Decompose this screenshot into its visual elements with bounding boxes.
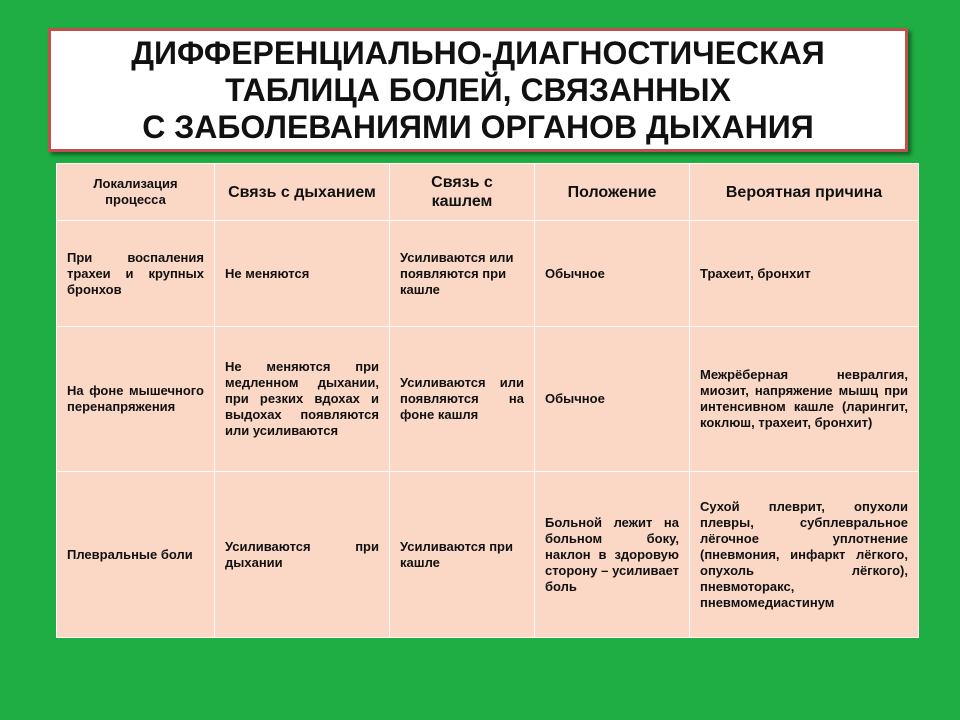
cell-breathing: Усиливаются при дыхании [215,472,390,638]
cell-breathing: Не меняются [215,221,390,327]
title-line-2: ТАБЛИЦА БОЛЕЙ, СВЯЗАННЫХ [225,71,731,108]
title-line-3: С ЗАБОЛЕВАНИЯМИ ОРГАНОВ ДЫХАНИЯ [142,108,814,145]
cell-position: Обычное [535,221,690,327]
header-breathing: Связь с дыханием [215,164,390,221]
cell-cough: Усиливаются при кашле [390,472,535,638]
title-line-1: ДИФФЕРЕНЦИАЛЬНО-ДИАГНОСТИЧЕСКАЯ [131,34,825,71]
cell-cough: Усиливаются или появляются на фоне кашля [390,327,535,472]
table-row [57,221,919,327]
table-header-row [57,164,919,221]
cell-position: Обычное [535,327,690,472]
cell-cause: Трахеит, бронхит [690,221,919,327]
header-cough: Связь с кашлем [390,164,535,221]
header-cause: Вероятная причина [690,164,919,221]
slide-title [48,28,908,152]
table-row [57,472,919,638]
cell-localization: При воспаления трахеи и крупных бронхов [57,221,215,327]
header-position: Положение [535,164,690,221]
cell-localization: На фоне мышечного перенапряжения [57,327,215,472]
header-localization: Локализация процесса [57,164,215,221]
cell-position: Больной лежит на больном боку, наклон в здоровую сторону – усиливает боль [535,472,690,638]
cell-cause: Межрёберная невралгия, миозит, напряжение мышц при интенсивном кашле (ларингит, коклюш, трахеит, бронхит) [690,327,919,472]
cell-cause: Сухой плеврит, опухоли плевры, субплевральное лёгочное уплотнение (пневмония, инфаркт лёгкого, опухоль лёгкого), пневмоторакс, пневмомедиастинум [690,472,919,638]
diagnostic-table [56,163,919,638]
cell-cough: Усиливаются или появляются при кашле [390,221,535,327]
table-row [57,327,919,472]
cell-localization: Плевральные боли [57,472,215,638]
cell-breathing: Не меняются при медленном дыхании, при резких вдохах и выдохах появляются или усиливаются [215,327,390,472]
